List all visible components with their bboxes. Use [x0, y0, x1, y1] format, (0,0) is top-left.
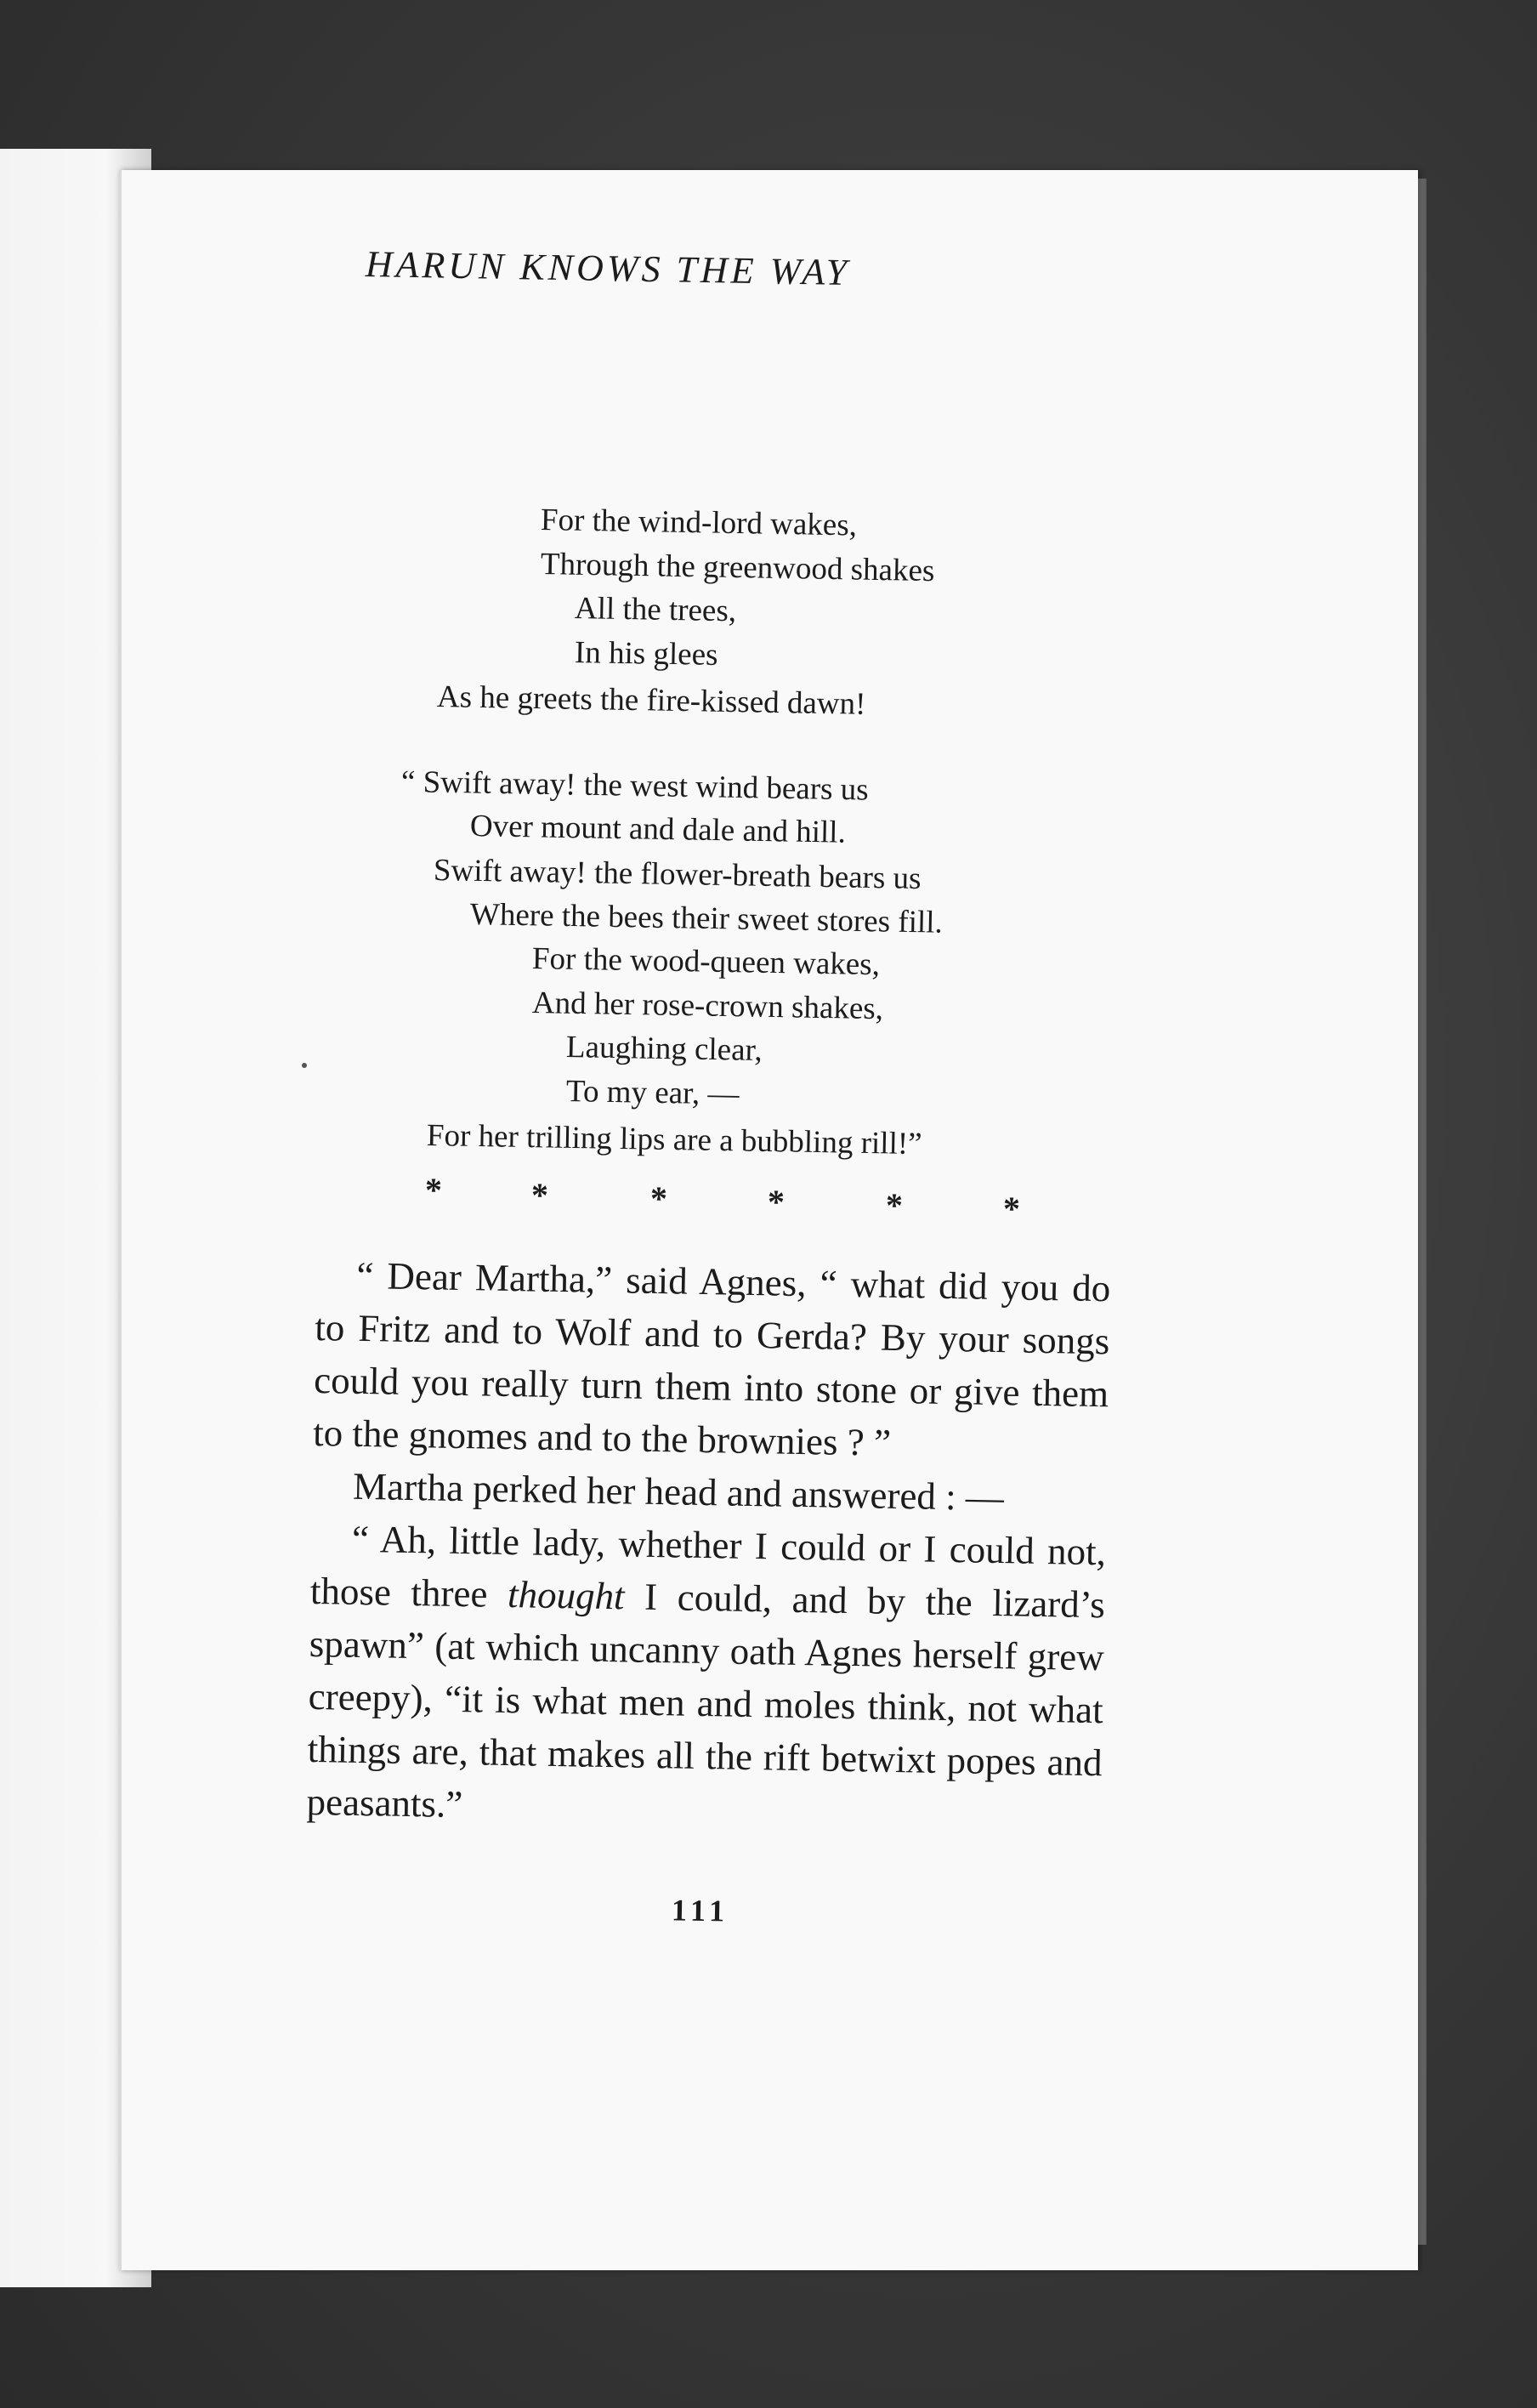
poem-line: Where the bees their sweet stores fill. [469, 897, 944, 940]
poem-line: And her rose-crown shakes, [531, 985, 884, 1027]
page-number: 111 [671, 1893, 730, 1928]
asterisk: * [531, 1176, 548, 1214]
asterisk: * [650, 1179, 667, 1218]
asterisk: * [425, 1171, 442, 1209]
prose-body [306, 1248, 1111, 1842]
paragraph-text: I could, and by the lizard’s spawn” (at which uncanny oath Agnes herself grew creepy), “it is what men and moles think, not what things are, that makes all the rift betwixt popes and peasants.” [306, 1575, 1106, 1826]
asterisk: * [886, 1186, 903, 1224]
poem-line: For the wood-queen wakes, [531, 941, 881, 983]
poem-line: Over mount and dale and hill. [469, 809, 847, 850]
poem-line: For the wind-lord wakes, [540, 503, 858, 543]
poem-line: Laughing clear, [565, 1030, 763, 1069]
asterisk: * [1003, 1190, 1020, 1228]
paragraph: Martha perked her head and answered : — [352, 1464, 1005, 1519]
poem-line: All the trees, [574, 591, 737, 629]
italic-word: thought [507, 1572, 626, 1618]
paragraph-text: “ Ah, little lady, whether I could or I could not, those three [309, 1517, 1107, 1616]
paragraph: “ Dear Martha,” said Agnes, “ what did you do to Fritz and to Wolf and to Gerda? By your songs could you really turn them into stone or give them to the gnomes and to the brownies ? ” [312, 1253, 1111, 1464]
poem-line: As he greets the fire-kissed dawn! [436, 679, 866, 722]
poem-line: “ Swift away! the west wind bears us [400, 764, 870, 808]
page-speck [302, 1063, 307, 1068]
poem-line: Swift away! the flower-breath bears us [433, 853, 922, 897]
asterisk: * [768, 1183, 785, 1221]
poem-line: In his glees [574, 635, 718, 673]
running-head: HARUN KNOWS THE WAY [365, 243, 851, 293]
poem-line: To my ear, — [565, 1074, 740, 1112]
paragraph [306, 1512, 1106, 1842]
poem-line: For her trilling lips are a bubbling rill!” [426, 1118, 922, 1162]
poem-line: Through the greenwood shakes [540, 547, 935, 589]
